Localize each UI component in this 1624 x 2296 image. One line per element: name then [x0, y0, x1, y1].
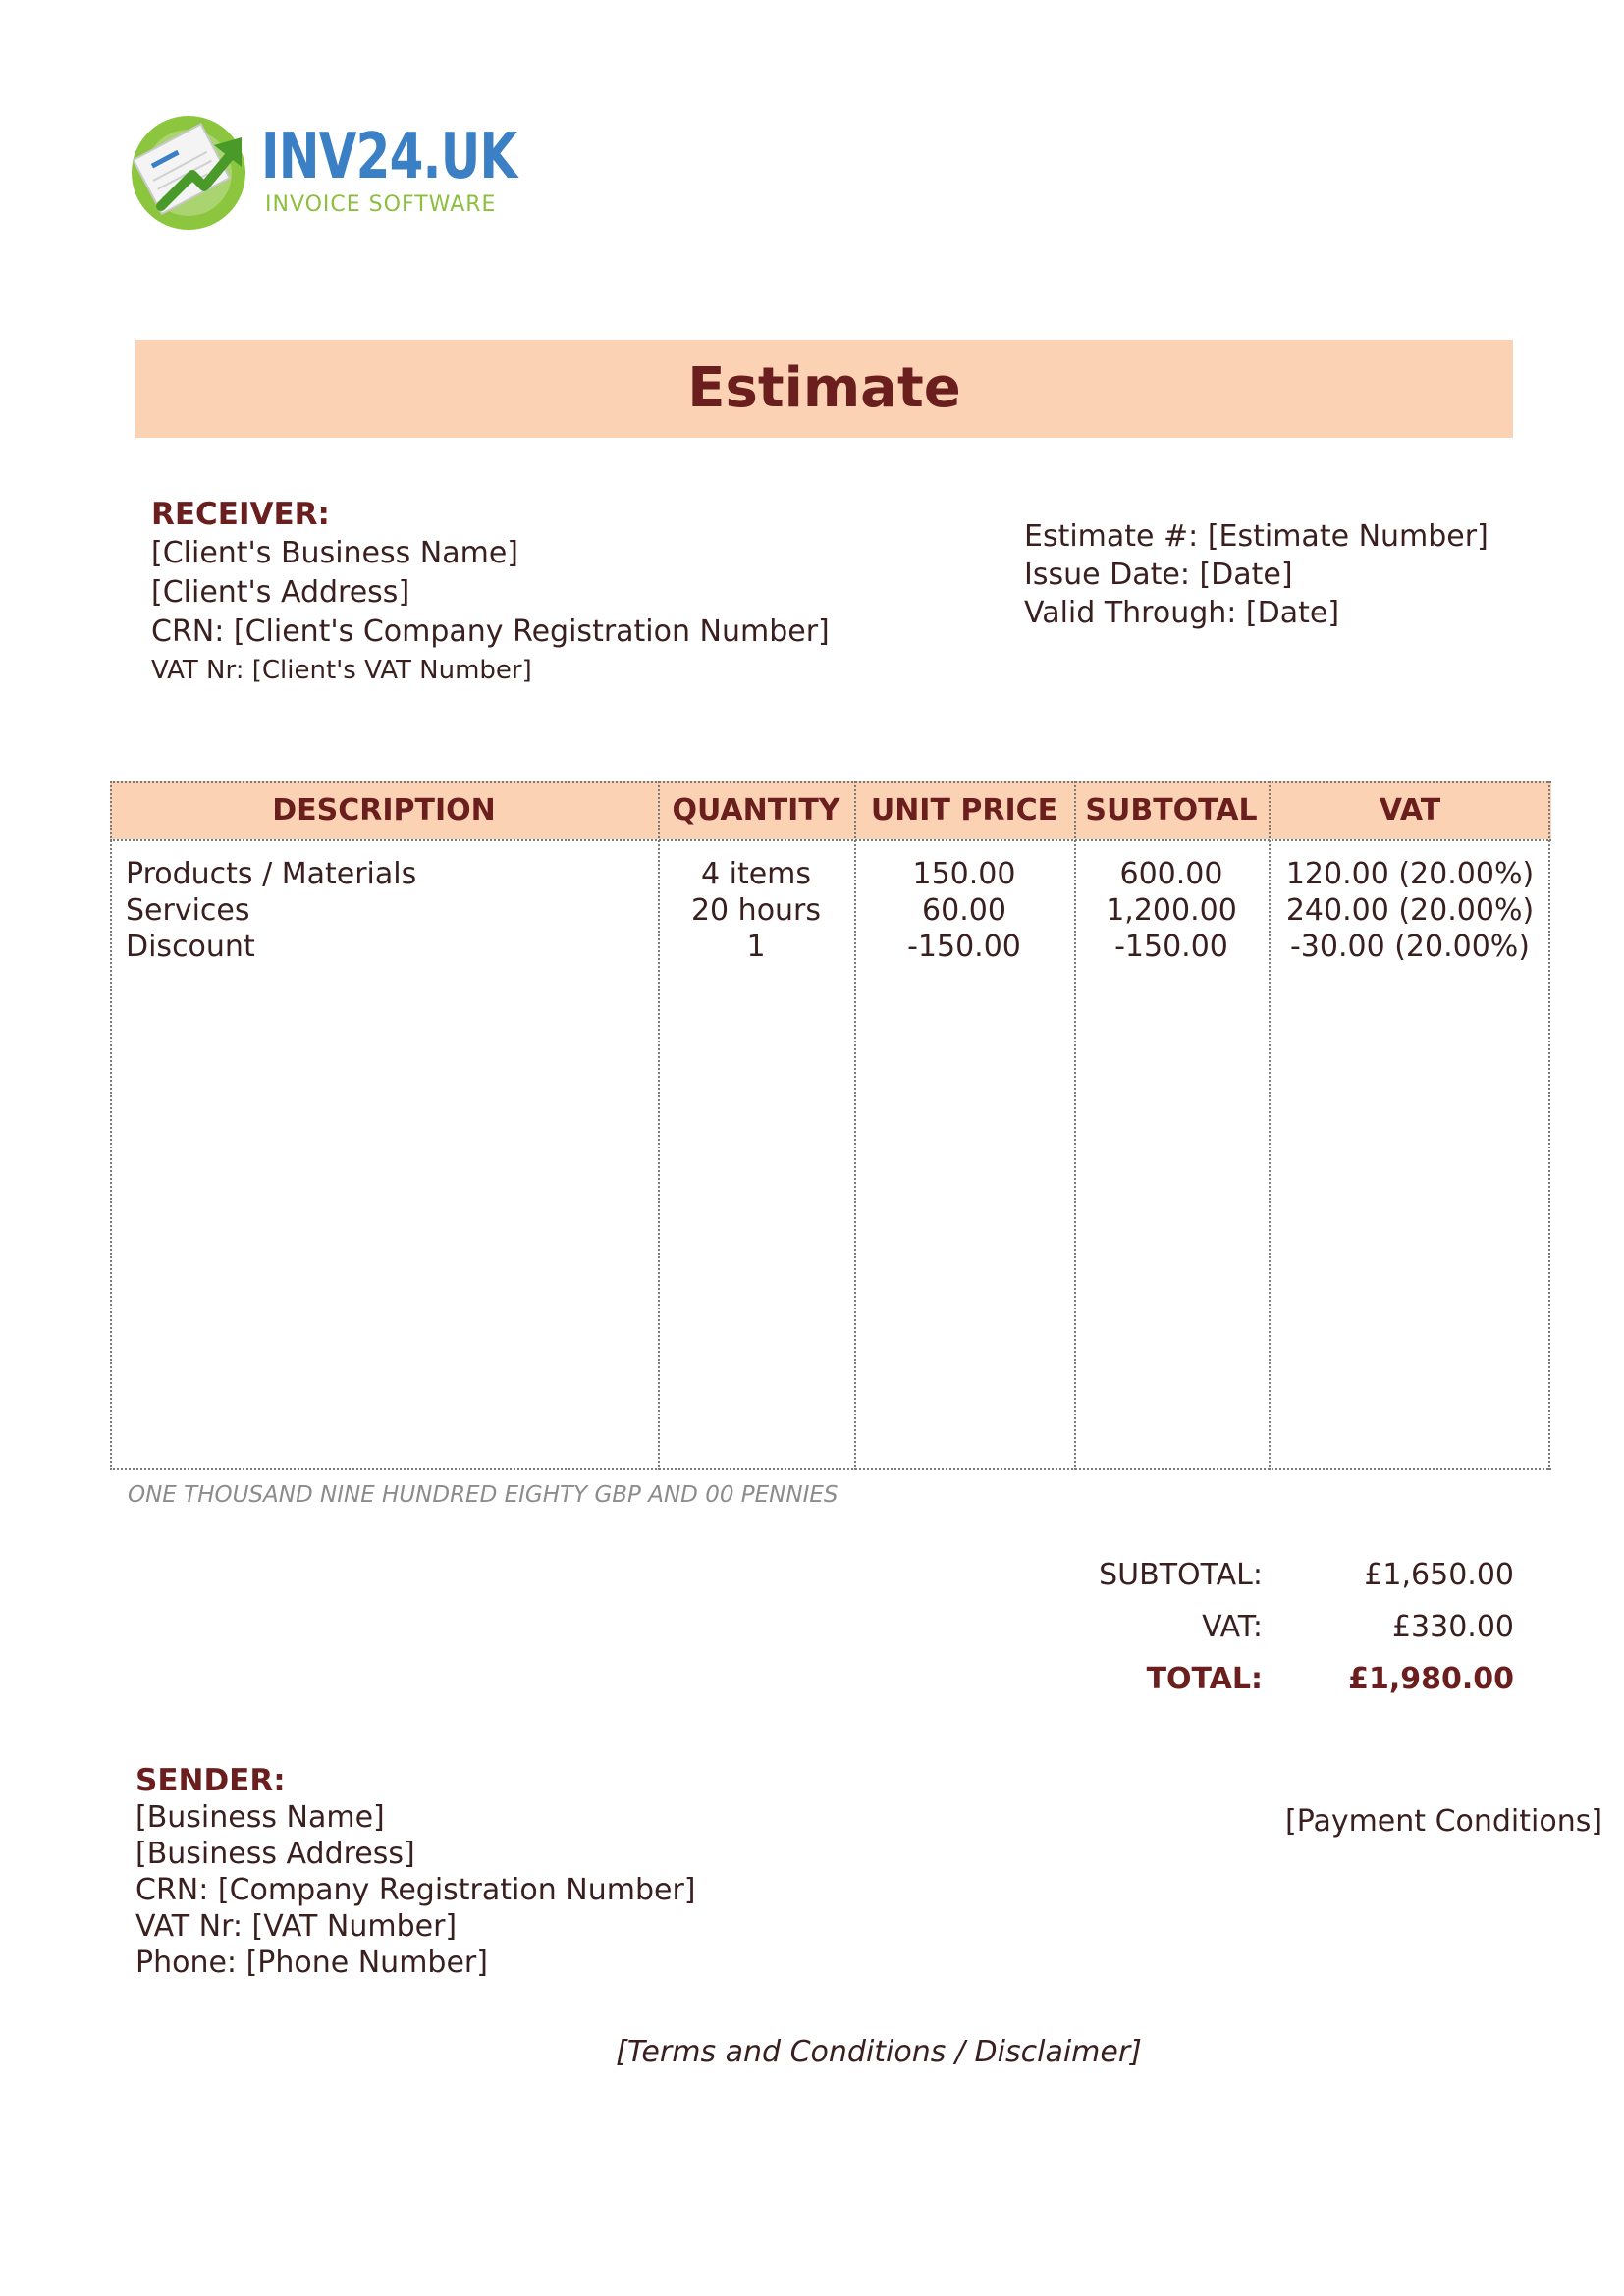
table-cell: 60.00 — [922, 893, 1006, 928]
table-cell: 1,200.00 — [1106, 893, 1237, 928]
items-table — [110, 781, 1551, 1470]
estimate-meta — [1024, 517, 1489, 632]
table-cell: 1 — [746, 930, 766, 964]
table-cell: -150.00 — [907, 930, 1021, 964]
description-column — [126, 856, 646, 965]
table-cell: -150.00 — [1114, 930, 1228, 964]
table-border-top — [110, 781, 1551, 783]
subtotal-value: £1,650.00 — [1364, 1558, 1514, 1592]
table-cell: 600.00 — [1119, 857, 1223, 891]
receiver-business-name: [Client's Business Name] — [151, 536, 519, 570]
table-cell: Products / Materials — [126, 857, 417, 891]
table-cell: 240.00 (20.00%) — [1285, 893, 1535, 928]
table-cell: 20 hours — [690, 893, 822, 928]
table-border-bottom — [110, 1468, 1551, 1470]
table-cell: Discount — [126, 930, 255, 964]
quantity-column — [658, 856, 854, 965]
valid-through: Valid Through: [Date] — [1024, 596, 1340, 630]
header-subtotal: SUBTOTAL — [1085, 793, 1258, 828]
document-title: Estimate — [687, 356, 961, 420]
amount-in-words: ONE THOUSAND NINE HUNDRED EIGHTY GBP AND 00 PENNIES — [128, 1482, 839, 1508]
title-banner — [135, 340, 1513, 438]
logo-brand-text: INV24.UK — [261, 121, 517, 193]
subtotal-label: SUBTOTAL: — [1099, 1558, 1263, 1592]
vat-column — [1269, 856, 1551, 965]
table-cell: 150.00 — [912, 857, 1016, 891]
subtotal-column — [1074, 856, 1269, 965]
logo-tagline: INVOICE SOFTWARE — [265, 192, 497, 217]
sender-crn: CRN: [Company Registration Number] — [135, 1873, 696, 1907]
payment-conditions: [Payment Conditions] — [1285, 1804, 1603, 1839]
table-cell: Services — [126, 893, 250, 928]
header-quantity: QUANTITY — [672, 793, 840, 828]
table-cell: 120.00 (20.00%) — [1285, 857, 1535, 891]
header-description: DESCRIPTION — [272, 793, 496, 828]
table-border-left — [110, 781, 112, 1470]
sender-address: [Business Address] — [135, 1837, 415, 1871]
header-unit-price: UNIT PRICE — [870, 793, 1058, 828]
receiver-heading: RECEIVER: — [151, 497, 330, 532]
unit-price-column — [854, 856, 1074, 965]
total-label: TOTAL: — [1146, 1662, 1263, 1696]
table-cell: -30.00 (20.00%) — [1289, 930, 1531, 964]
sender-business-name: [Business Name] — [135, 1800, 385, 1835]
estimate-number: Estimate #: [Estimate Number] — [1024, 519, 1489, 554]
receiver-crn: CRN: [Client's Company Registration Number] — [151, 614, 830, 649]
sender-vat: VAT Nr: [VAT Number] — [135, 1909, 458, 1944]
vat-label: VAT: — [1202, 1610, 1263, 1644]
header-vat: VAT — [1379, 793, 1441, 828]
receiver-vat: VAT Nr: [Client's VAT Number] — [151, 656, 532, 685]
table-cell: 4 items — [700, 857, 812, 891]
sender-phone: Phone: [Phone Number] — [135, 1946, 488, 1980]
table-header-divider — [110, 839, 1551, 841]
receiver-block — [151, 495, 830, 689]
sender-heading: SENDER: — [135, 1763, 286, 1798]
vat-value: £330.00 — [1391, 1610, 1514, 1644]
logo-emblem-icon — [132, 108, 259, 236]
company-logo — [132, 108, 517, 236]
sender-block — [135, 1763, 696, 1981]
issue-date: Issue Date: [Date] — [1024, 558, 1293, 592]
terms-and-conditions: [Terms and Conditions / Disclaimer] — [616, 2035, 1142, 2069]
receiver-address: [Client's Address] — [151, 575, 410, 610]
total-value: £1,980.00 — [1348, 1662, 1514, 1696]
